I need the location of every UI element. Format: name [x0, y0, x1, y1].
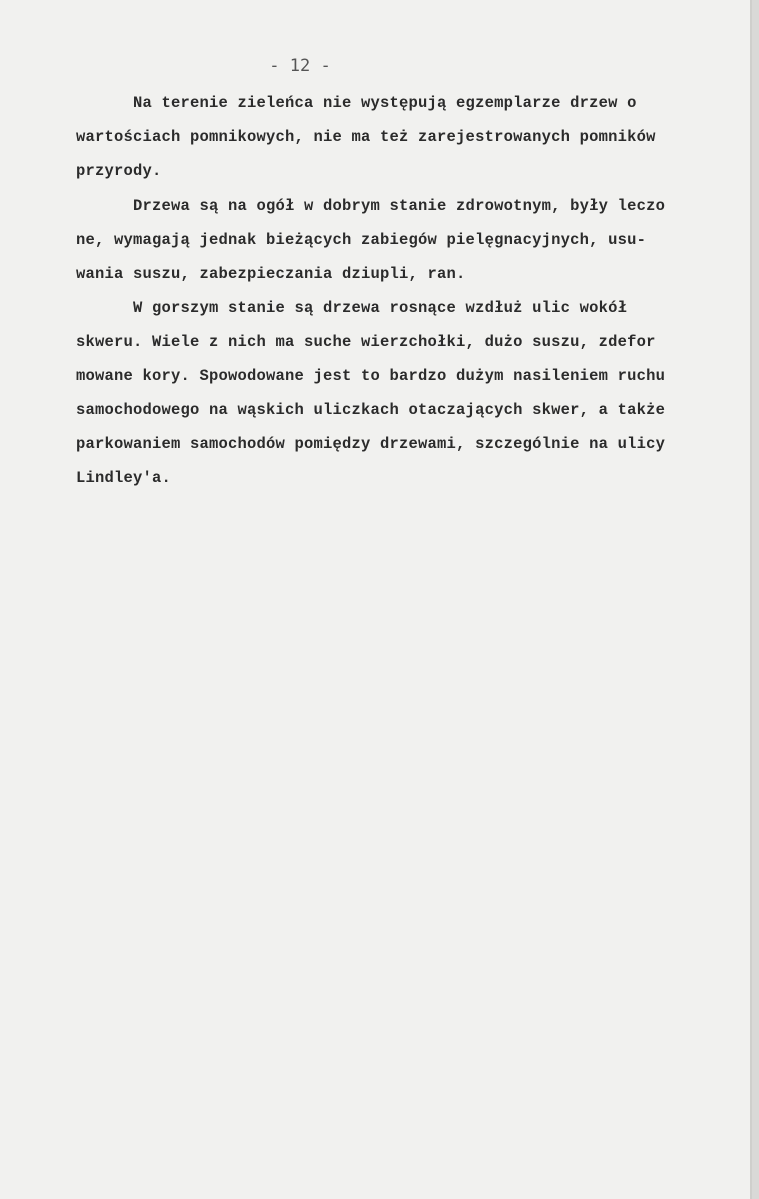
text-line: Lindley'a.: [76, 469, 172, 487]
text-line: ne, wymagają jednak bieżących zabiegów pielęgnacyjnych, usu-: [76, 231, 647, 249]
text-line: Drzewa są na ogół w dobrym stanie zdrowotnym, były leczo: [76, 197, 666, 215]
paragraph-2: [76, 189, 665, 291]
page-number: - 12 -: [269, 56, 331, 76]
text-line: skweru. Wiele z nich ma suche wierzchołki, dużo suszu, zdefor: [76, 333, 656, 351]
text-line: wania suszu, zabezpieczania dziupli, ran.: [76, 265, 466, 283]
text-line: wartościach pomnikowych, nie ma też zarejestrowanych pomników: [76, 128, 656, 146]
text-line: samochodowego na wąskich uliczkach otaczających skwer, a także: [76, 401, 666, 419]
text-line: parkowaniem samochodów pomiędzy drzewami, szczególnie na ulicy: [76, 435, 666, 453]
text-line: mowane kory. Spowodowane jest to bardzo dużym nasileniem ruchu: [76, 367, 666, 385]
paragraph-3: [76, 291, 665, 495]
text-line: Na terenie zieleńca nie występują egzemplarze drzew o: [76, 94, 637, 112]
text-line: przyrody.: [76, 162, 162, 180]
paragraph-1: [76, 86, 656, 188]
text-line: W gorszym stanie są drzewa rosnące wzdłuż ulic wokół: [76, 299, 628, 317]
